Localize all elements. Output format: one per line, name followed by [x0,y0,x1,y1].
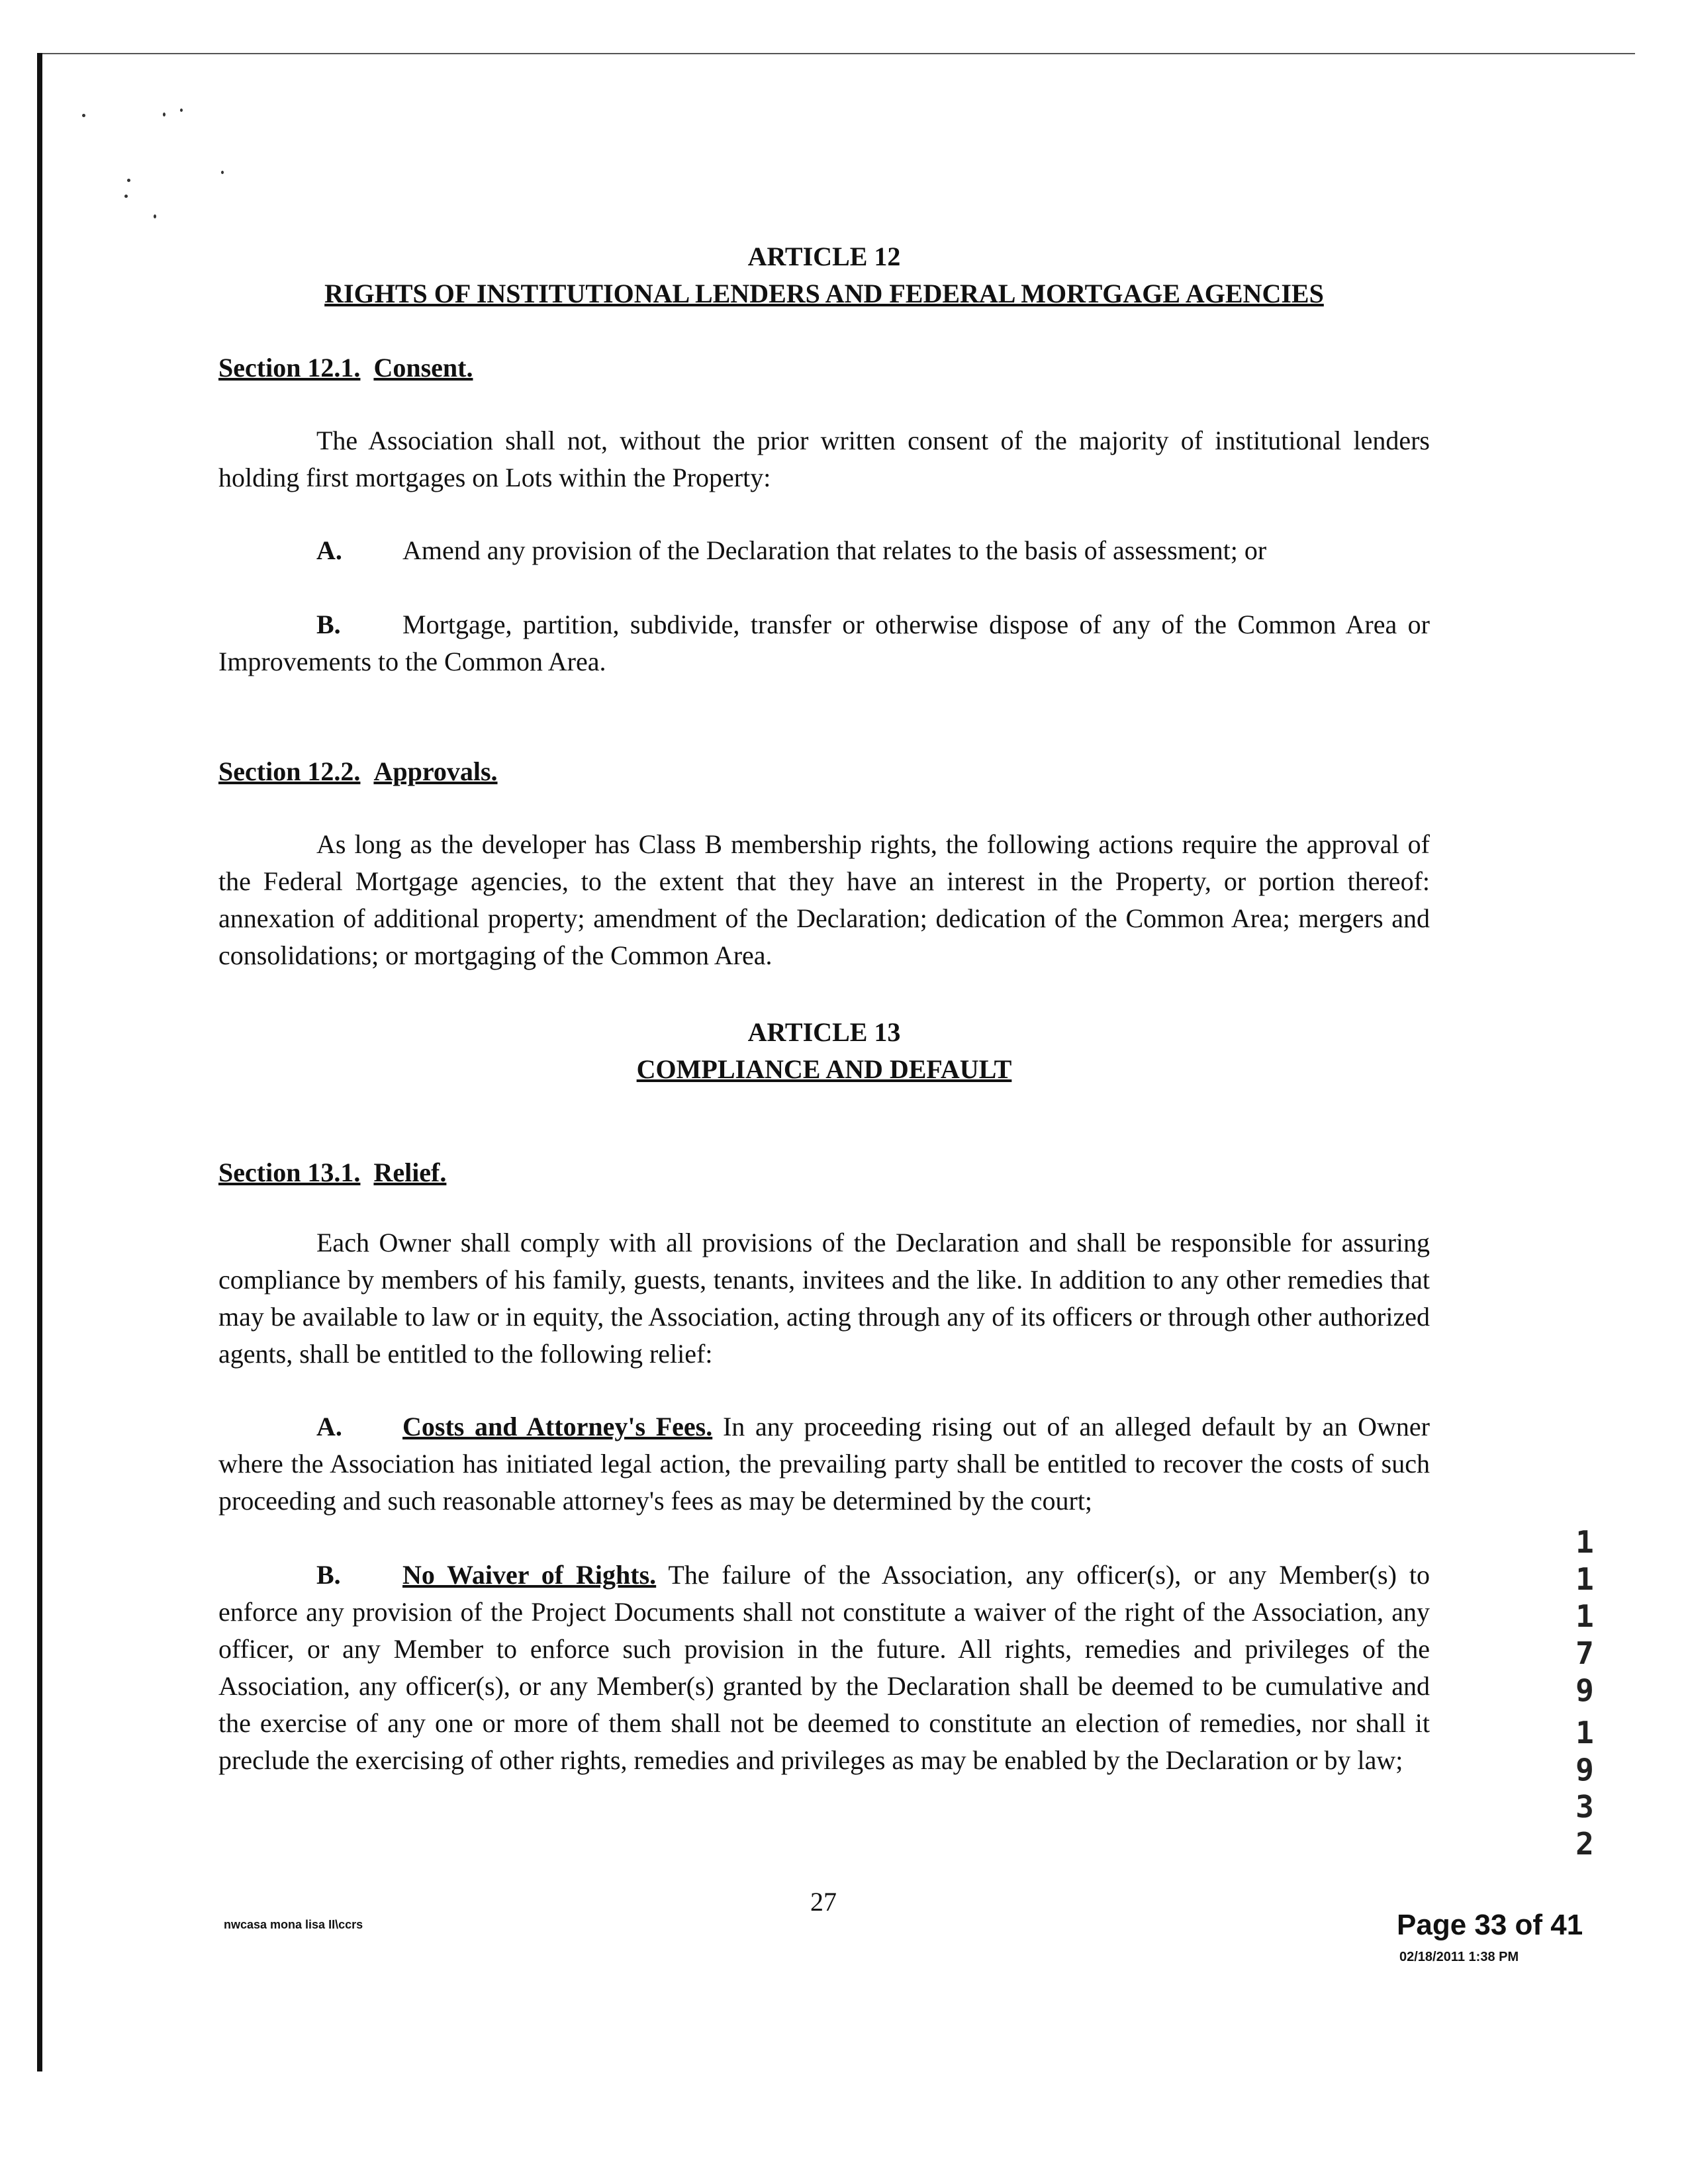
article-13-title: COMPLIANCE AND DEFAULT [636,1054,1012,1084]
section-12-1-item-b [218,606,1430,680]
scan-speck [82,114,85,117]
stamp-digit: 1 [1575,1598,1594,1634]
stamp-digit: 1 [1575,1524,1594,1560]
item-letter: B. [316,1560,341,1590]
section-12-1-number: Section 12.1. [218,353,361,383]
page-of-total: Page 33 of 41 [1397,1909,1583,1941]
page-number: 27 [810,1887,837,1917]
scan-speck [124,195,128,198]
section-13-1-name: Relief. [373,1158,447,1187]
stamp-digit: 7 [1575,1635,1594,1671]
section-12-1-heading [218,349,473,387]
section-12-1-item-a [218,532,1430,569]
item-letter: A. [316,1412,342,1441]
stamp-digit: 9 [1575,1672,1594,1708]
section-12-2-heading [218,753,498,790]
scan-speck [180,109,183,112]
scan-speck [154,214,156,218]
stamp-digit: 1 [1575,1715,1594,1751]
item-text: The failure of the Association, any officer(s), or any Member(s) to enforce any provision of the Project Documents shall not constitute a waiver of the right of the Association, any officer, or any Member to enforce such provision in the future. All rights, remedies and privileges of the Association, any officer(s), or any Member(s) granted by the Declaration shall be deemed to be cumulative and the exercise of any one or more of them shall not be deemed to constitute an election of remedies, nor shall it preclude the exercising of other rights, remedies and privileges as may be enabled by the Declaration or by law; [218,1560,1430,1775]
section-12-1-name: Consent. [373,353,473,383]
section-13-1-intro: Each Owner shall comply with all provisions of the Declaration and shall be responsible for assuring compliance by members of his family, guests, tenants, invitees and the like. In addition to any other remedies that may be available to law or in equity, the Association, acting through any of its officers or through other authorized agents, shall be entitled to the following relief: [218,1228,1430,1369]
stamp-digit: 9 [1575,1752,1594,1788]
scan-speck [163,113,165,116]
section-12-2-number: Section 12.2. [218,756,361,786]
scan-speck [127,179,130,182]
item-title: No Waiver of Rights. [402,1560,657,1590]
side-stamp-top [1571,1524,1598,1709]
item-letter: A. [316,535,342,565]
section-13-1-item-b [218,1557,1430,1779]
section-13-1-number: Section 13.1. [218,1158,361,1187]
article-13-number: ARTICLE 13 [747,1017,901,1047]
section-12-1-intro: The Association shall not, without the prior written consent of the majority of institutional lenders holding first mortgages on Lots within the Property: [218,426,1430,492]
section-13-1-heading [218,1154,446,1191]
side-stamp-bottom [1571,1714,1598,1862]
scan-border-left [37,53,42,2071]
item-title: Costs and Attorney's Fees. [402,1412,713,1441]
item-text: Mortgage, partition, subdivide, transfer or otherwise dispose of any of the Common Area or Improvements to the Common Area. [218,610,1430,676]
recording-timestamp: 02/18/2011 1:38 PM [1399,1950,1519,1964]
file-path-footer: nwcasa mona lisa II\ccrs [224,1918,363,1931]
article-13-heading [218,1014,1430,1088]
item-letter: B. [316,610,341,639]
section-12-2-body: As long as the developer has Class B membership rights, the following actions require the approval of the Federal Mortgage agencies, to the extent that they have an interest in the Property, or portion thereof: annexation of additional property; amendment of the Declaration; dedication of the Common Area; mergers and consolidations; or mortgaging of the Common Area. [218,829,1430,970]
item-text: Amend any provision of the Declaration that relates to the basis of assessment; or [402,535,1267,565]
section-13-1-item-a [218,1408,1430,1520]
scan-border-top [40,53,1635,54]
stamp-digit: 2 [1575,1826,1594,1862]
article-12-heading [218,238,1430,312]
item-text: In any proceeding rising out of an alleged default by an Owner where the Association has initiated legal action, the prevailing party shall be entitled to recover the costs of such proceeding and such reasonable attorney's fees as may be determined by the court; [218,1412,1430,1516]
stamp-digit: 1 [1575,1561,1594,1597]
article-12-number: ARTICLE 12 [747,242,901,271]
section-12-2-name: Approvals. [373,756,498,786]
stamp-digit: 3 [1575,1789,1594,1825]
article-12-title: RIGHTS OF INSTITUTIONAL LENDERS AND FEDERAL MORTGAGE AGENCIES [324,279,1324,308]
scan-speck [221,171,224,174]
